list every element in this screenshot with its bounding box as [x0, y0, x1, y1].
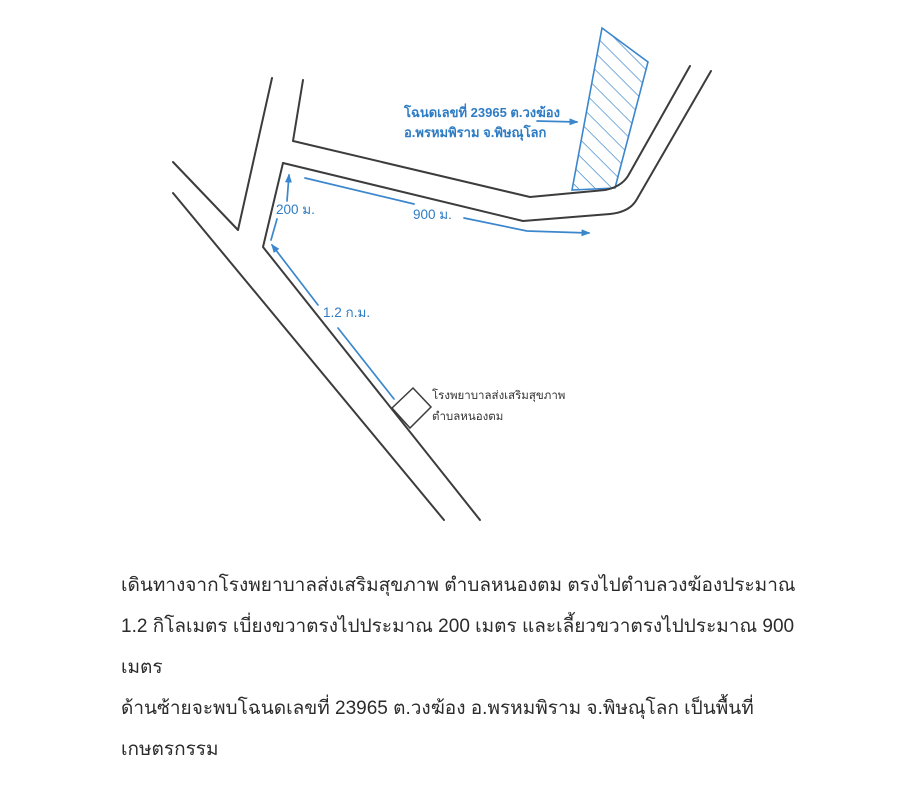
road-diagonal-left-edge: [173, 193, 444, 520]
deed-label-line2: อ.พรหมพิราม จ.พิษณุโลก: [404, 125, 547, 140]
distance-label-200m: 200 ม.: [276, 202, 315, 217]
hospital-marker: [392, 388, 431, 428]
arrow-1200m-upper: [272, 245, 318, 305]
distance-label-1-2km: 1.2 ก.ม.: [323, 305, 371, 320]
hospital-label-line1: โรงพยาบาลส่งเสริมสุขภาพ: [432, 390, 566, 402]
hospital-label: [432, 386, 565, 428]
directions-text: [121, 565, 821, 770]
arrow-200m-lower: [271, 219, 277, 240]
directions-line2: 1.2 กิโลเมตร เบี่ยงขวาตรงไปประมาณ 200 เมตร และเลี้ยวขวาตรงไปประมาณ 900 เมตร: [121, 616, 795, 678]
road-east-west-bottom-edge: [283, 71, 711, 221]
land-parcel-hatched: [572, 28, 648, 190]
deed-label: [404, 103, 560, 143]
deed-label-line1: โฉนดเลขที่ 23965 ต.วงฆ้อง: [404, 105, 560, 120]
arrow-1200m-lower: [338, 328, 394, 399]
directions-line1: เดินทางจากโรงพยาบาลส่งเสริมสุขภาพ ตำบลหนองตม ตรงไปตำบลวงฆ้องประมาณ: [121, 575, 796, 596]
directions-line3: ด้านซ้ายจะพบโฉนดเลขที่ 23965 ต.วงฆ้อง อ.พรหมพิราม จ.พิษณุโลก เป็นพื้นที่เกษตรกรรม: [121, 698, 754, 760]
hospital-label-line2: ตำบลหนองตม: [432, 411, 504, 423]
road-junction-v-edge: [173, 78, 272, 230]
distance-label-900m: 900 ม.: [413, 207, 452, 222]
